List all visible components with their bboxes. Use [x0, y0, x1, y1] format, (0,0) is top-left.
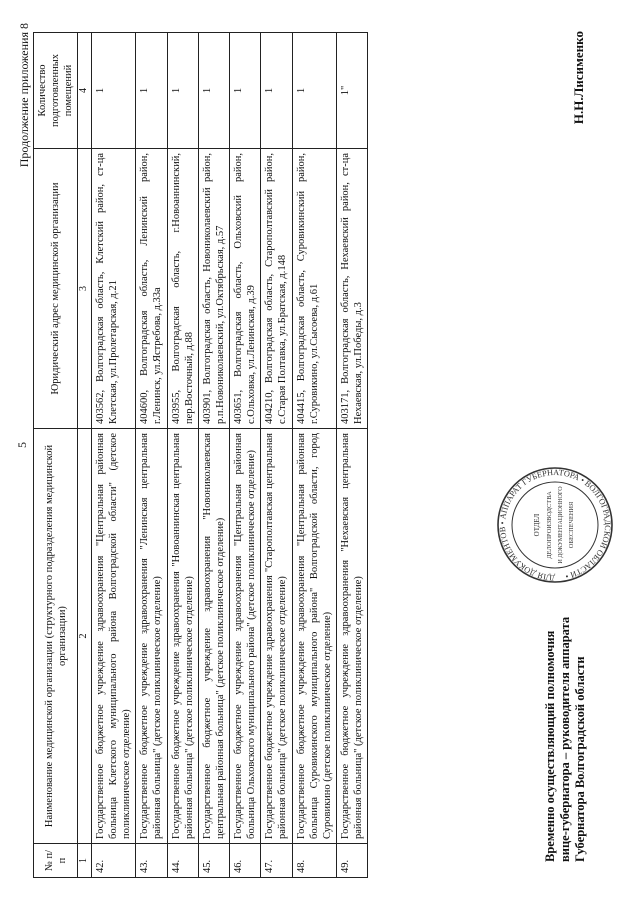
column-number-row: [78, 33, 92, 878]
organization-name: Государственное бюджетное учреждение здравоохранения "Нехаевская центральная районная больница" (детское поликлиническое отделение): [336, 429, 367, 844]
seal-outer-text-wrap: [498, 468, 612, 582]
document-page: [15, 15, 625, 890]
room-count: 1: [261, 33, 292, 149]
signatory-name: Н.Н.Лисименко: [571, 31, 586, 125]
table-row: [167, 33, 198, 878]
official-seal-stamp: [495, 465, 615, 585]
row-number: 45.: [198, 844, 229, 878]
row-number: 49.: [336, 844, 367, 878]
organization-name: Государственное бюджетное учреждение здравоохранения "Новониколаевская центральная районная больница" (детское поликлиническое отделение): [198, 429, 229, 844]
room-count: 1: [198, 33, 229, 149]
table-row: [136, 33, 167, 878]
organization-address: 404600, Волгоградская область, Ленинский район, г.Ленинск, ул.Ястребова, д.33а: [136, 149, 167, 429]
seal-inner-text: И ДОКУМЕНТАЦИОННОГО: [558, 486, 564, 564]
room-count: 1: [91, 33, 135, 149]
col-number: 4: [78, 33, 92, 149]
organization-name: Государственное бюджетное учреждение здравоохранения "Старополтавская центральная районная больница" (детское поликлиническое отделение): [261, 429, 292, 844]
table-header-row: [34, 33, 78, 878]
organization-address: 403901, Волгоградская область, Новониколаевский район, р.п.Новониколаевский, ул.Октябрьская, д.57: [198, 149, 229, 429]
col-header-number: № п/п: [34, 844, 78, 878]
seal-inner-text: ОБЕСПЕЧЕНИЯ: [568, 501, 575, 549]
page-number: 5: [15, 442, 29, 448]
organization-address: 403171, Волгоградская область, Нехаевский район, ст-ца Нехаевская, ул.Победы, д.3: [336, 149, 367, 429]
appendix-continuation: Продолжение приложения 8: [17, 23, 31, 168]
organization-name: Государственное бюджетное учреждение здравоохранения "Центральная районная больница Суровикинского муниципального района" Волгоградской области, город Суровикино (детское поликлиническое отделение): [292, 429, 336, 844]
signatory-title-line: Временно осуществляющий полномочия: [543, 630, 557, 862]
table-row: [336, 33, 367, 878]
organization-address: 403651, Волгоградская область, Ольховский район, с.Ольховка, ул.Ленинская, д.39: [230, 149, 261, 429]
col-header-count: Количество подготовленных помещений: [34, 33, 78, 149]
row-number: 43.: [136, 844, 167, 878]
col-number: 1: [78, 844, 92, 878]
medical-organizations-table: [33, 32, 368, 878]
col-header-name: Наименование медицинской организации (структурного подразделения медицинской организации): [34, 429, 78, 844]
organization-address: 404210, Волгоградская область, Старополтавский район, с.Старая Полтавка, ул.Братская, д.148: [261, 149, 292, 429]
row-number: 46.: [230, 844, 261, 878]
seal-inner-ring: [512, 482, 598, 568]
col-number: 3: [78, 149, 92, 429]
organization-name: Государственное бюджетное учреждение здравоохранения "Центральная районная больница Ольховского муниципального района" (детское поликлиническое отделение): [230, 429, 261, 844]
row-number: 48.: [292, 844, 336, 878]
organization-address: 404415, Волгоградская область, Суровикинский район, г.Суровикино, ул.Сысоева, д.61: [292, 149, 336, 429]
table-row: [198, 33, 229, 878]
seal-inner-text: ДЕЛОПРОИЗВОДСТВА: [546, 491, 553, 559]
row-number: 44.: [167, 844, 198, 878]
table-row: [292, 33, 336, 878]
room-count: 1: [167, 33, 198, 149]
room-count: 1": [336, 33, 367, 149]
room-count: 1: [136, 33, 167, 149]
signatory-title-line: Губернатора Волгоградской области: [572, 656, 587, 862]
row-number: 47.: [261, 844, 292, 878]
seal-inner-text: ОТДЕЛ: [533, 513, 541, 537]
organization-address: 403562, Волгоградская область, Клетский район, ст-ца Клетская, ул.Пролетарская, д.21: [91, 149, 135, 429]
table-row: [91, 33, 135, 878]
signatory-title-line: вице-губернатора – руководителя аппарата: [557, 616, 572, 862]
room-count: 1: [230, 33, 261, 149]
organization-address: 403955, Волгоградская область, г.Новоаннинский, пер.Восточный, д.88: [167, 149, 198, 429]
room-count: 1: [292, 33, 336, 149]
organization-name: Государственное бюджетное учреждение здравоохранения "Центральная районная больница Клетского муниципального района Волгоградской области" (детское поликлиническое отделение): [91, 429, 135, 844]
organization-name: Государственное бюджетное учреждение здравоохранения "Ленинская центральная районная больница" (детское поликлиническое отделение): [136, 429, 167, 844]
seal-outer-text: ДЛЯ ДОКУМЕНТОВ • АППАРАТ ГУБЕРНАТОРА • ВОЛГОГРАДСКОЙ ОБЛАСТИ •: [497, 467, 613, 583]
row-number: 42.: [91, 844, 135, 878]
table-row: [261, 33, 292, 878]
signatory-title: [543, 562, 587, 862]
col-number: 2: [78, 429, 92, 844]
table-row: [230, 33, 261, 878]
col-header-address: Юридический адрес медицинской организации: [34, 149, 78, 429]
organization-name: Государственное бюджетное учреждение здравоохранения "Новоаннинская центральная районная больница" (детское поликлиническое отделение): [167, 429, 198, 844]
